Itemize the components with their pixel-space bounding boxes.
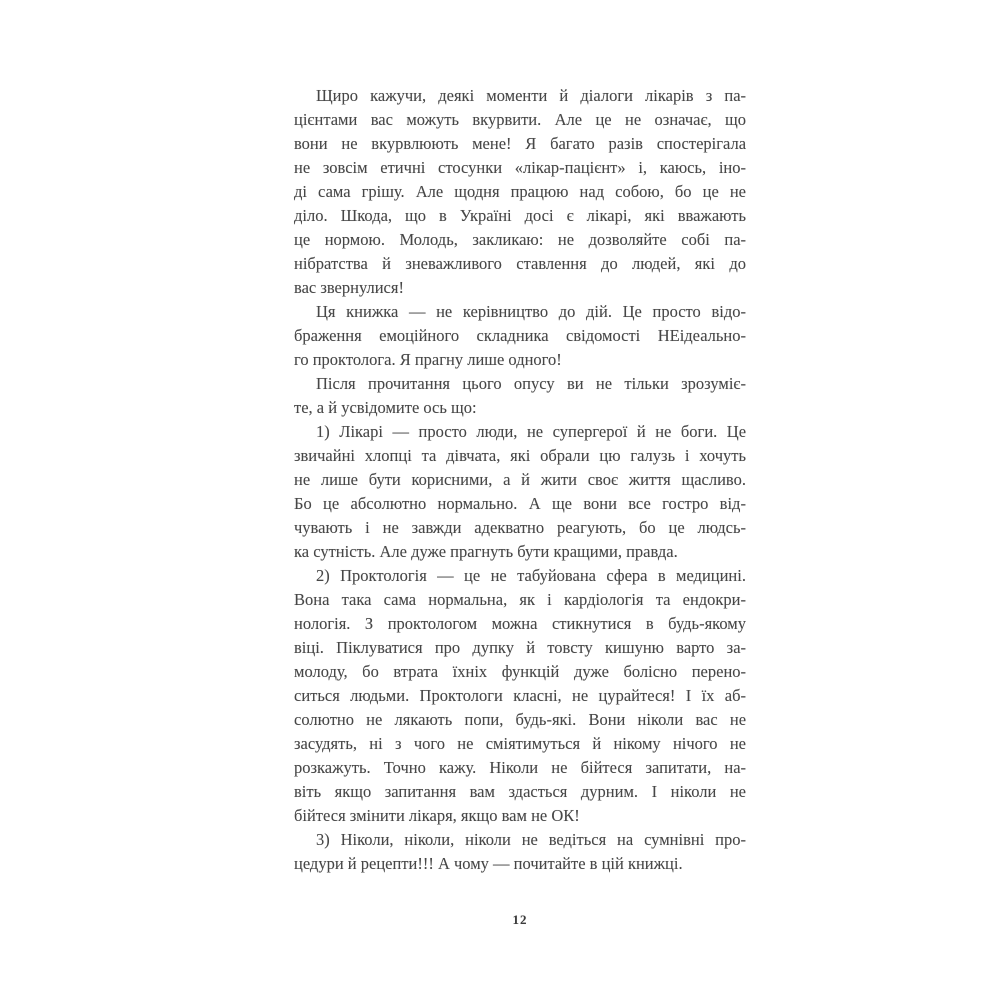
text-line: віть якщо запитання вам здасться дурним. І ніколи не [294,782,747,801]
text-line: ді сама грішу. Але щодня працюю над собою, бо це не [294,182,746,201]
text-line: браження емоційного складника свідомості НЕідеально- [294,326,747,345]
paragraph [294,84,746,300]
text-line: молоду, бо втрата їхніх функцій дуже болісно перено- [294,662,747,681]
text-line: нібратства й зневажливого ставлення до людей, які до [294,254,746,273]
text-line: Ця книжка — не керівництво до дій. Це просто відо- [316,302,746,321]
text-line: Після прочитання цього опусу ви не тільки зрозуміє- [316,374,746,393]
text-line: віці. Піклуватися про дупку й товсту кишуню варто за- [294,638,747,657]
paragraph [294,372,746,420]
text-line: вони не вкурвлюють мене! Я багато разів спостерігала [294,134,747,153]
text-line: Щиро кажучи, деякі моменти й діалоги лікарів з па- [316,86,747,105]
text-line: нологія. З проктологом можна стикнутися в будь-якому [294,614,746,633]
text-line: 2) Проктологія — це не табуйована сфера в медицині. [316,566,746,585]
paragraph [294,300,746,372]
text-line: чувають і не завжди адекватно реагують, бо це людсь- [294,518,746,537]
text-line: діло. Шкода, що в Україні досі є лікарі, які вважають [294,206,746,225]
paragraph [294,420,746,564]
text-line: 3) Ніколи, ніколи, ніколи не ведіться на сумнівні про- [316,830,746,849]
text-line: бійтеся змінити лікаря, якщо вам не ОК! [294,806,580,825]
text-line: солютно не лякають попи, будь-які. Вони ніколи вас не [294,710,747,729]
page-text [294,84,746,876]
text-line: Вона така сама нормальна, як і кардіологія та ендокри- [294,590,747,609]
text-line: те, а й усвідомите ось що: [294,398,477,417]
paragraph [294,564,746,828]
text-line: це нормою. Молодь, закликаю: не дозволяйте собі па- [294,230,747,249]
text-line: засудять, ні з чого не сміятимуться й нікому нічого не [294,734,746,753]
text-line: розкажуть. Точно кажу. Ніколи не бійтеся запитати, на- [294,758,747,777]
text-line: вас звернулися! [294,278,404,297]
text-line: ка сутність. Але дуже прагнуть бути кращими, правда. [294,542,678,561]
paragraph [294,828,746,876]
text-line: Бо це абсолютно нормально. А ще вони все гостро від- [294,494,746,513]
text-line: ситься людьми. Проктологи класні, не цурайтеся! І їх аб- [294,686,746,705]
page-number: 12 [512,912,528,927]
text-line: не лише бути корисними, а й жити своє життя щасливо. [294,470,746,489]
text-line: го проктолога. Я прагну лише одного! [294,350,562,369]
text-line: цедури й рецепти!!! А чому — почитайте в цій книжці. [294,854,683,873]
text-line: цієнтами вас можуть вкурвити. Але це не означає, що [294,110,746,129]
text-line: не зовсім етичні стосунки «лікар-пацієнт» і, каюсь, іно- [294,158,746,177]
text-line: 1) Лікарі — просто люди, не супергерої й не боги. Це [316,422,747,441]
text-line: звичайні хлопці та дівчата, які обрали цю галузь і хочуть [294,446,747,465]
